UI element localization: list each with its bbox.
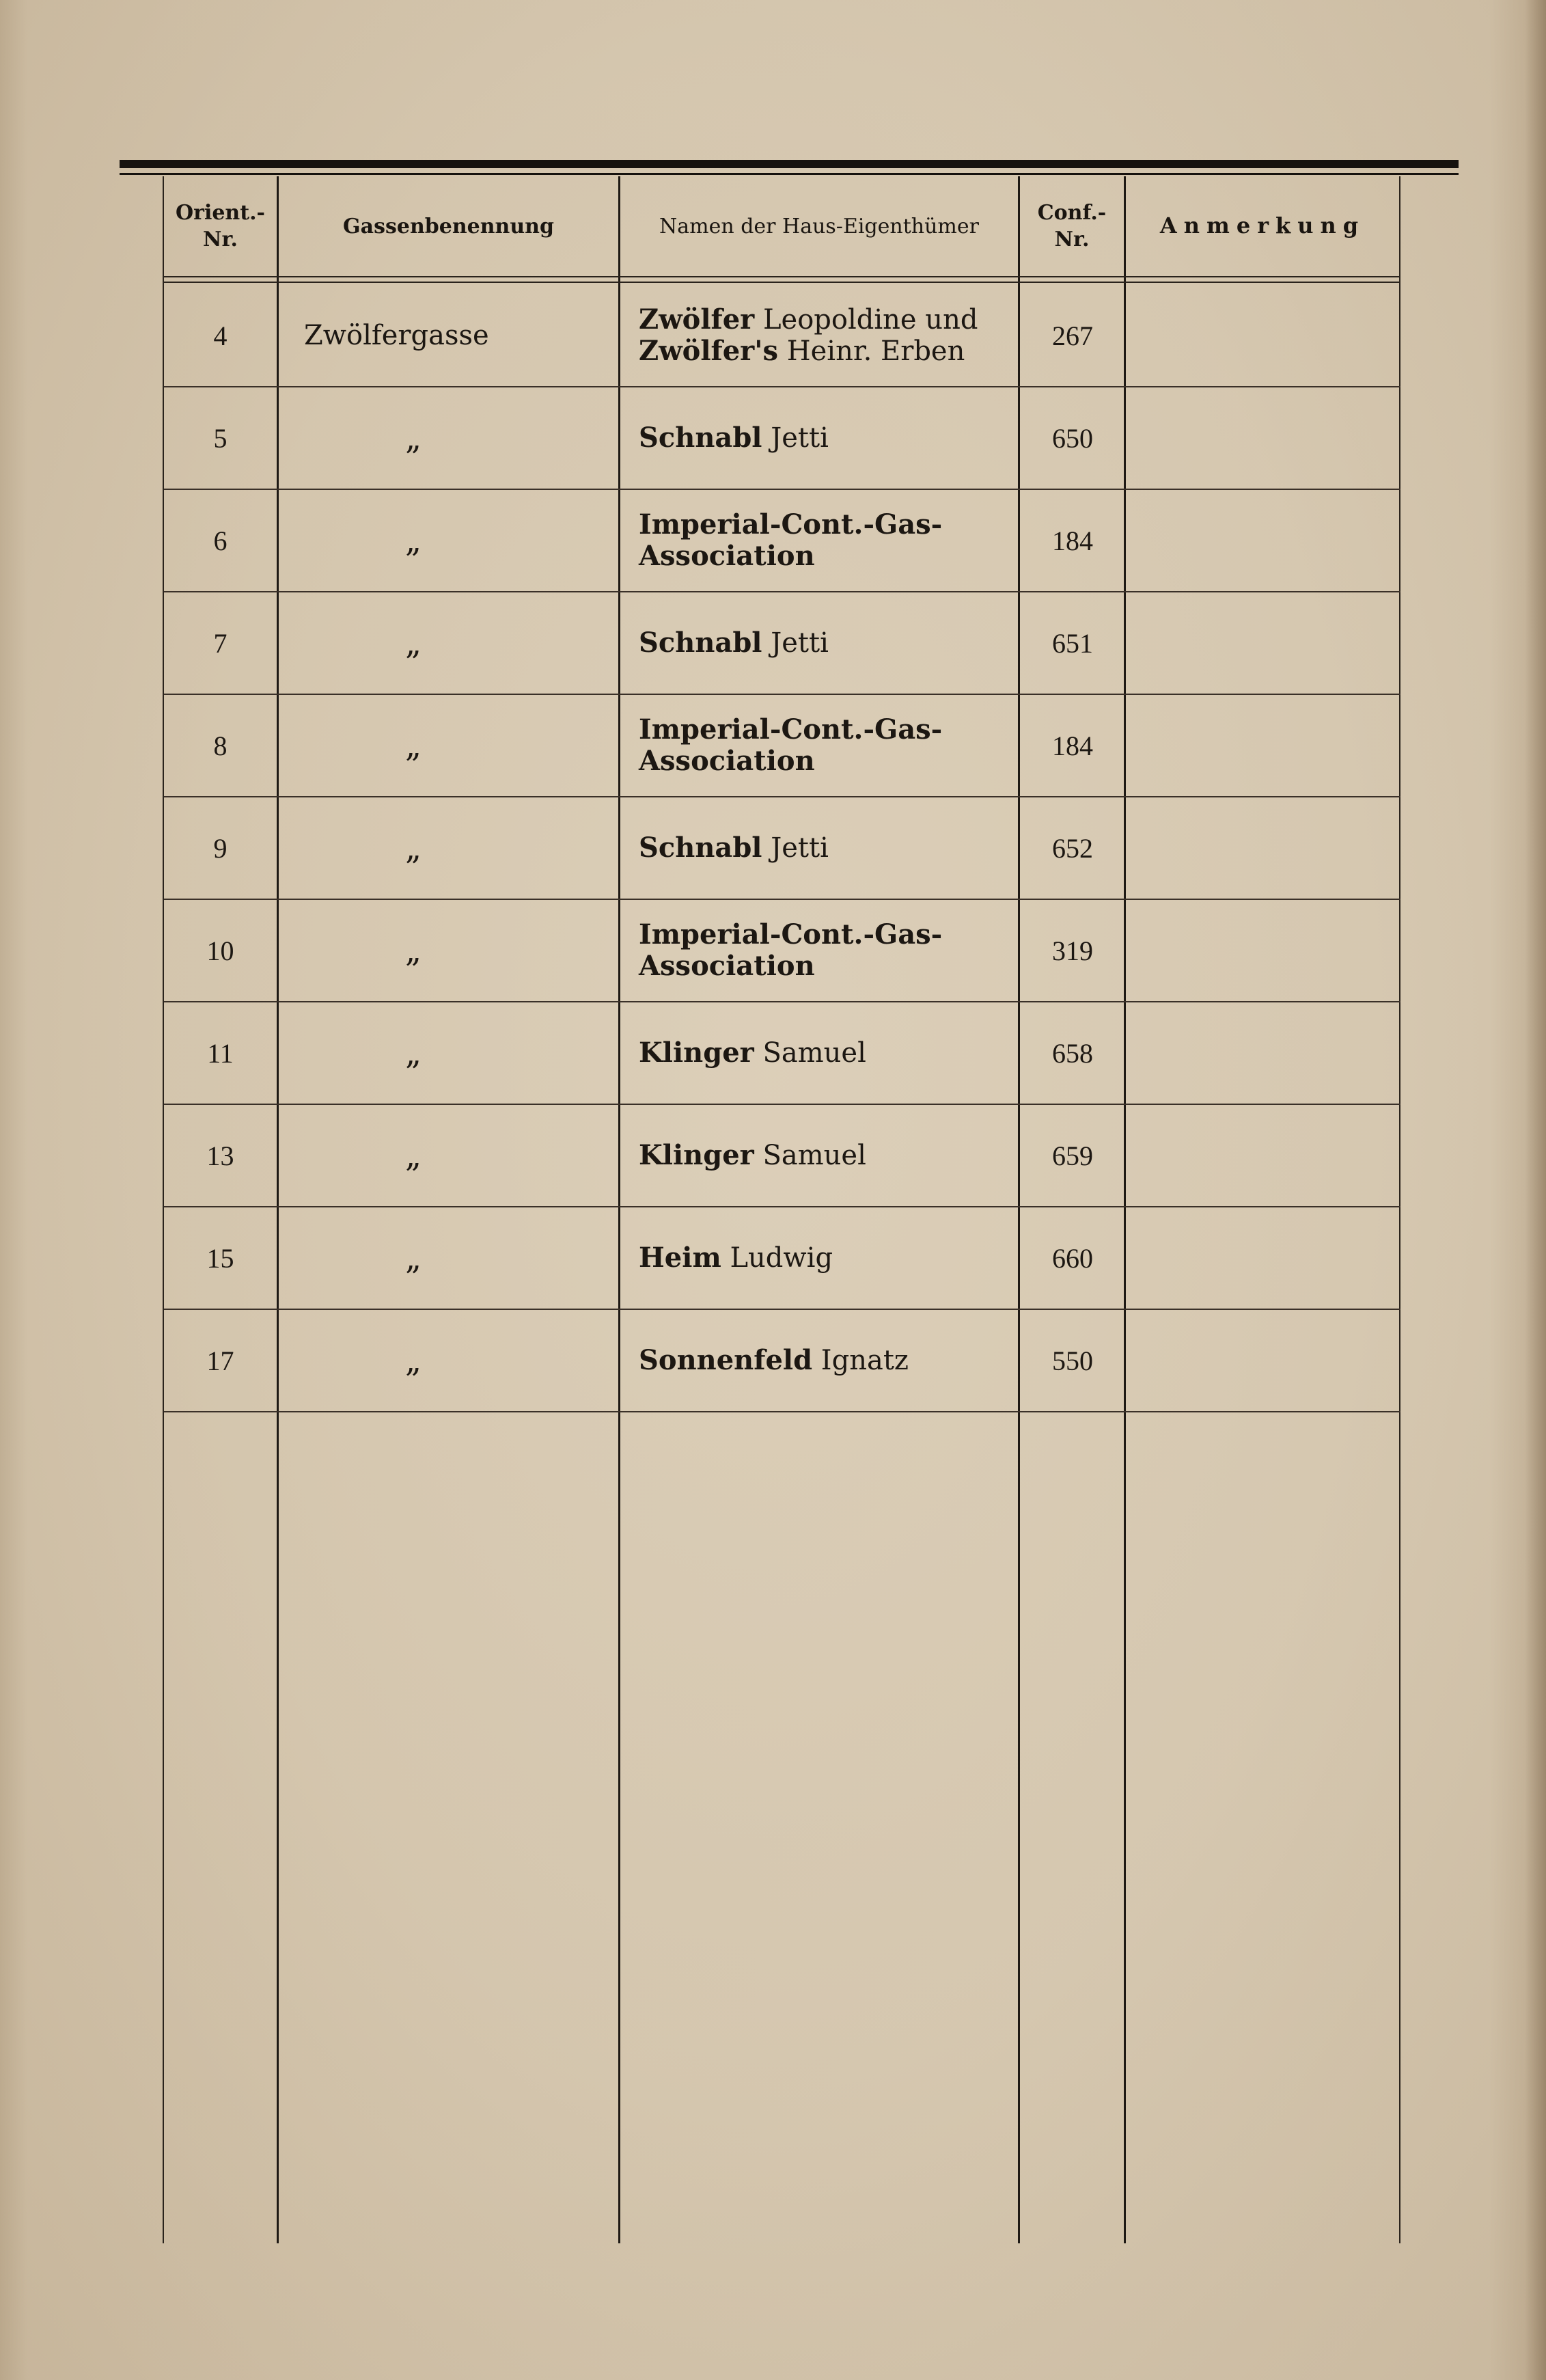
table-row <box>164 592 1400 694</box>
header-rule-lower <box>164 282 1400 283</box>
table-row <box>164 899 1400 1002</box>
cons-number: 652 <box>1052 832 1093 864</box>
owner-line2-bold: Association <box>639 950 815 982</box>
remarks-cell <box>1127 284 1400 387</box>
cons-number: 660 <box>1052 1242 1093 1274</box>
remarks-cell <box>1127 1207 1400 1309</box>
street-ditto-mark: „ <box>405 1240 422 1276</box>
street-name: Zwölfergasse <box>304 320 489 351</box>
owner-given-name: Jetti <box>762 627 829 659</box>
remarks-cell <box>1127 899 1400 1002</box>
street-ditto-mark: „ <box>405 727 422 764</box>
header-street-name: Gassenbenennung <box>343 214 554 238</box>
owner-surname: Schnabl <box>639 422 762 454</box>
street-ditto-mark: „ <box>405 830 422 866</box>
cons-number: 651 <box>1052 627 1093 659</box>
street-ditto-mark: „ <box>405 932 422 969</box>
owner-name <box>625 1207 1018 1309</box>
cons-number: 184 <box>1052 525 1093 556</box>
street-ditto-mark: „ <box>405 522 422 559</box>
street-ditto-mark: „ <box>405 625 422 661</box>
orient-number: 9 <box>213 832 227 864</box>
orient-number: 11 <box>207 1037 234 1069</box>
remarks-cell <box>1127 694 1400 797</box>
owner-surname: Klinger <box>639 1037 754 1069</box>
owner-name <box>625 797 1018 899</box>
owner-given-name: Leopoldine und <box>754 304 978 336</box>
owner-surname: Heim <box>639 1242 721 1274</box>
street-ditto-mark: „ <box>405 1137 422 1174</box>
house-owner-table <box>164 176 1400 2243</box>
table-row <box>164 284 1400 387</box>
orient-number: 4 <box>213 320 227 351</box>
owner-given-name: Samuel <box>754 1140 866 1171</box>
orient-number: 6 <box>213 525 227 556</box>
orient-number: 17 <box>206 1345 234 1376</box>
row-separator <box>164 1411 1400 1412</box>
top-thin-rule <box>120 173 1459 175</box>
owner-name <box>625 387 1018 489</box>
table-row <box>164 1207 1400 1309</box>
header-remarks: Anmerkung <box>1159 213 1366 239</box>
owner-name <box>625 899 1018 1002</box>
owner-surname: Klinger <box>639 1139 754 1171</box>
cons-number: 658 <box>1052 1037 1093 1069</box>
owner-name <box>625 489 1018 592</box>
orient-number: 13 <box>206 1140 234 1171</box>
remarks-cell <box>1127 592 1400 694</box>
owner-given-name: Jetti <box>762 422 829 454</box>
cons-number: 184 <box>1052 730 1093 761</box>
cons-number: 550 <box>1052 1345 1093 1376</box>
table-row <box>164 387 1400 489</box>
header-orient-nr: Orient.- Nr. <box>176 201 265 251</box>
cons-number: 267 <box>1052 320 1093 351</box>
header-rule-upper <box>164 276 1400 277</box>
owner-line2-bold: Association <box>639 745 815 777</box>
owner-name <box>625 1002 1018 1104</box>
table-row <box>164 1309 1400 1412</box>
top-thick-rule <box>120 160 1459 168</box>
owner-line2-rest: Heinr. Erben <box>778 336 965 367</box>
owner-given-name: Ignatz <box>812 1345 909 1376</box>
owner-surname: Imperial-Cont.-Gas- <box>639 713 943 746</box>
owner-surname: Schnabl <box>639 832 762 864</box>
table-row <box>164 797 1400 899</box>
owner-surname: Sonnenfeld <box>639 1344 813 1376</box>
table-row <box>164 694 1400 797</box>
owner-given-name: Jetti <box>762 832 829 864</box>
owner-line2-bold: Zwölfer's <box>639 335 779 367</box>
cons-number: 659 <box>1052 1140 1093 1171</box>
owner-name <box>625 1104 1018 1207</box>
street-ditto-mark: „ <box>405 1035 422 1071</box>
street-ditto-mark: „ <box>405 1342 422 1379</box>
remarks-cell <box>1127 1104 1400 1207</box>
table-row <box>164 1104 1400 1207</box>
street-ditto-mark: „ <box>405 420 422 456</box>
orient-number: 15 <box>206 1242 234 1274</box>
remarks-cell <box>1127 1002 1400 1104</box>
owner-surname: Zwölfer <box>639 303 755 336</box>
orient-number: 10 <box>206 935 234 966</box>
owner-name <box>625 284 1018 387</box>
owner-surname: Imperial-Cont.-Gas- <box>639 918 943 950</box>
owner-given-name: Ludwig <box>721 1242 833 1274</box>
owner-line2-bold: Association <box>639 540 815 572</box>
table-row <box>164 1002 1400 1104</box>
cons-number: 319 <box>1052 935 1093 966</box>
orient-number: 8 <box>213 730 227 761</box>
owner-surname: Schnabl <box>639 627 762 659</box>
table-row <box>164 489 1400 592</box>
header-owner-names: Namen der Haus-Eigenthümer <box>659 214 979 238</box>
remarks-cell <box>1127 387 1400 489</box>
remarks-cell <box>1127 797 1400 899</box>
cons-number: 650 <box>1052 422 1093 454</box>
orient-number: 5 <box>213 422 227 454</box>
owner-surname: Imperial-Cont.-Gas- <box>639 508 943 541</box>
owner-name <box>625 694 1018 797</box>
remarks-cell <box>1127 489 1400 592</box>
owner-given-name: Samuel <box>754 1037 866 1069</box>
orient-number: 7 <box>213 627 227 659</box>
remarks-cell <box>1127 1309 1400 1412</box>
owner-name <box>625 592 1018 694</box>
owner-name <box>625 1309 1018 1412</box>
header-cons-nr: Conf.- Nr. <box>1037 201 1107 251</box>
